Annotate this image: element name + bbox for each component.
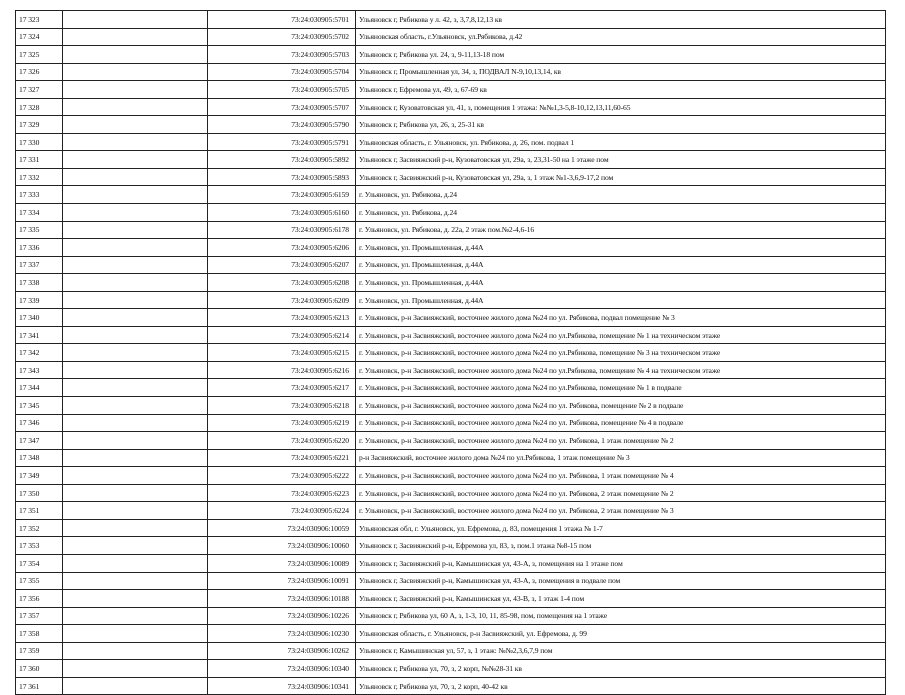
cadastral-number-cell: 73:24:030905:5703 — [208, 46, 356, 64]
address-cell: Ульяновск г, Засвияжский р-н, Кузоватовская ул, 29а, з, 23,31-50 на 1 этаже пом — [356, 151, 886, 169]
row-number-cell: 17 334 — [16, 204, 63, 222]
row-number-cell: 17 335 — [16, 221, 63, 239]
empty-cell — [63, 186, 208, 204]
address-cell: Ульяновская обл, г. Ульяновск, ул. Ефремова, д. 83, помещения 1 этажа № 1-7 — [356, 519, 886, 537]
table-row — [16, 379, 886, 397]
empty-cell — [63, 63, 208, 81]
row-number-cell: 17 344 — [16, 379, 63, 397]
cadastral-number-cell: 73:24:030905:6208 — [208, 274, 356, 292]
empty-cell — [63, 414, 208, 432]
table-row — [16, 239, 886, 257]
row-number-cell: 17 330 — [16, 133, 63, 151]
cadastral-number-cell: 73:24:030906:10230 — [208, 625, 356, 643]
cadastral-number-cell: 73:24:030905:6209 — [208, 291, 356, 309]
row-number-cell: 17 356 — [16, 590, 63, 608]
cadastral-number-cell: 73:24:030906:10341 — [208, 677, 356, 695]
row-number-cell: 17 325 — [16, 46, 63, 64]
address-cell: Ульяновск г, Рябикова у л. 42, з, 3,7,8,12,13 кв — [356, 11, 886, 29]
empty-cell — [63, 239, 208, 257]
address-cell: г. Ульяновск, р-н Засвияжский, восточнее жилого дома №24 по ул.Рябикова, помещение № 1 на техническом этаже — [356, 326, 886, 344]
row-number-cell: 17 333 — [16, 186, 63, 204]
table-row — [16, 449, 886, 467]
empty-cell — [63, 344, 208, 362]
cadastral-number-cell: 73:24:030905:6217 — [208, 379, 356, 397]
address-cell: Ульяновск г, Засвияжский р-н, Ефремова ул, 83, з, пом.1 этажа №8-15 пом — [356, 537, 886, 555]
address-cell: г. Ульяновск, ул. Промышленная, д.44А — [356, 291, 886, 309]
cadastral-number-cell: 73:24:030905:6213 — [208, 309, 356, 327]
cadastral-number-cell: 73:24:030905:6215 — [208, 344, 356, 362]
row-number-cell: 17 329 — [16, 116, 63, 134]
address-cell: Ульяновская область, г.Ульяновск, ул.Рябикова, д.42 — [356, 28, 886, 46]
cadastral-number-cell: 73:24:030905:6159 — [208, 186, 356, 204]
address-cell: р-н Засвияжский, восточнее жилого дома №24 по ул.Рябикова, 1 этаж помещение № 3 — [356, 449, 886, 467]
empty-cell — [63, 642, 208, 660]
table-row — [16, 81, 886, 99]
empty-cell — [63, 572, 208, 590]
address-cell: г. Ульяновск, р-н Засвияжский, восточнее жилого дома №24 по ул.Рябикова, помещение № 4 на техническом этаже — [356, 361, 886, 379]
row-number-cell: 17 337 — [16, 256, 63, 274]
table-row — [16, 344, 886, 362]
address-cell: г. Ульяновск, р-н Засвияжский, восточнее жилого дома №24 по ул. Рябикова, 2 этаж помещение № 2 — [356, 484, 886, 502]
table-row — [16, 660, 886, 678]
empty-cell — [63, 81, 208, 99]
row-number-cell: 17 352 — [16, 519, 63, 537]
empty-cell — [63, 11, 208, 29]
table-row — [16, 537, 886, 555]
address-cell: г. Ульяновск, р-н Засвияжский, восточнее жилого дома №24 по ул. Рябикова, 1 этаж помещение № 4 — [356, 467, 886, 485]
address-cell: г. Ульяновск, р-н Засвияжский, восточнее жилого дома №24 по ул. Рябикова, 1 этаж помещение № 2 — [356, 432, 886, 450]
cadastral-number-cell: 73:24:030906:10091 — [208, 572, 356, 590]
address-cell: Ульяновск г, Рябикова ул, 26, з, 25-31 кв — [356, 116, 886, 134]
cadastral-number-cell: 73:24:030906:10340 — [208, 660, 356, 678]
empty-cell — [63, 361, 208, 379]
cadastral-number-cell: 73:24:030906:10262 — [208, 642, 356, 660]
row-number-cell: 17 354 — [16, 554, 63, 572]
empty-cell — [63, 116, 208, 134]
empty-cell — [63, 168, 208, 186]
cadastral-number-cell: 73:24:030905:6218 — [208, 397, 356, 415]
table-row — [16, 467, 886, 485]
address-cell: г. Ульяновск, р-н Засвияжский, восточнее жилого дома №24 по ул.Рябикова, помещение № 3 на техническом этаже — [356, 344, 886, 362]
table-row — [16, 326, 886, 344]
table-row — [16, 484, 886, 502]
empty-cell — [63, 133, 208, 151]
table-row — [16, 274, 886, 292]
address-cell: г. Ульяновск, р-н Засвияжский, восточнее жилого дома №24 по ул. Рябикова, подвал помещение № 3 — [356, 309, 886, 327]
empty-cell — [63, 537, 208, 555]
address-cell: Ульяновск г, Кузоватовская ул, 41, з, помещения 1 этажа: №№1,3-5,8-10,12,13,11,60-65 — [356, 98, 886, 116]
empty-cell — [63, 397, 208, 415]
row-number-cell: 17 360 — [16, 660, 63, 678]
row-number-cell: 17 348 — [16, 449, 63, 467]
empty-cell — [63, 449, 208, 467]
cadastral-number-cell: 73:24:030906:10188 — [208, 590, 356, 608]
empty-cell — [63, 28, 208, 46]
address-cell: Ульяновск г, Промышленная ул, 34, з, ПОДВАЛ N-9,10,13,14, кв — [356, 63, 886, 81]
address-cell: Ульяновск г, Засвияжский р-н, Кузоватовская ул, 29а, з, 1 этаж №1-3,6,9-17,2 пом — [356, 168, 886, 186]
cadastral-number-cell: 73:24:030905:6220 — [208, 432, 356, 450]
table-row — [16, 291, 886, 309]
address-cell: г. Ульяновск, р-н Засвияжский, восточнее жилого дома №24 по ул. Рябикова, 2 этаж помещение № 3 — [356, 502, 886, 520]
row-number-cell: 17 340 — [16, 309, 63, 327]
cadastral-number-cell: 73:24:030905:5704 — [208, 63, 356, 81]
row-number-cell: 17 361 — [16, 677, 63, 695]
table-row — [16, 63, 886, 81]
table-row — [16, 361, 886, 379]
registry-rows — [16, 11, 886, 695]
empty-cell — [63, 379, 208, 397]
cadastral-number-cell: 73:24:030905:6214 — [208, 326, 356, 344]
table-row — [16, 204, 886, 222]
table-row — [16, 572, 886, 590]
row-number-cell: 17 326 — [16, 63, 63, 81]
cadastral-number-cell: 73:24:030905:5790 — [208, 116, 356, 134]
address-cell: г. Ульяновск, ул. Рябикова, д.24 — [356, 186, 886, 204]
cadastral-number-cell: 73:24:030905:6160 — [208, 204, 356, 222]
cadastral-number-cell: 73:24:030905:6223 — [208, 484, 356, 502]
address-cell: Ульяновск г, Засвияжский р-н, Камышинская ул, 43-В, з, 1 этаж 1-4 пом — [356, 590, 886, 608]
empty-cell — [63, 309, 208, 327]
cadastral-number-cell: 73:24:030905:6219 — [208, 414, 356, 432]
address-cell: г. Ульяновск, ул. Промышленная, д.44А — [356, 239, 886, 257]
empty-cell — [63, 98, 208, 116]
empty-cell — [63, 484, 208, 502]
address-cell: г. Ульяновск, р-н Засвияжский, восточнее жилого дома №24 по ул. Рябикова, помещение № 4 в подвале — [356, 414, 886, 432]
row-number-cell: 17 355 — [16, 572, 63, 590]
row-number-cell: 17 336 — [16, 239, 63, 257]
address-cell: Ульяновск г, Ефремова ул, 49, з, 67-69 кв — [356, 81, 886, 99]
row-number-cell: 17 346 — [16, 414, 63, 432]
empty-cell — [63, 204, 208, 222]
empty-cell — [63, 467, 208, 485]
empty-cell — [63, 432, 208, 450]
table-row — [16, 98, 886, 116]
row-number-cell: 17 347 — [16, 432, 63, 450]
table-row — [16, 11, 886, 29]
cadastral-number-cell: 73:24:030906:10060 — [208, 537, 356, 555]
row-number-cell: 17 341 — [16, 326, 63, 344]
table-row — [16, 432, 886, 450]
cadastral-number-cell: 73:24:030905:5893 — [208, 168, 356, 186]
cadastral-number-cell: 73:24:030905:6216 — [208, 361, 356, 379]
table-row — [16, 46, 886, 64]
empty-cell — [63, 519, 208, 537]
cadastral-number-cell: 73:24:030905:6178 — [208, 221, 356, 239]
empty-cell — [63, 502, 208, 520]
table-row — [16, 397, 886, 415]
row-number-cell: 17 338 — [16, 274, 63, 292]
address-cell: Ульяновск г, Камышинская ул, 57, з, 1 этаж: №№2,3,6,7,9 пом — [356, 642, 886, 660]
empty-cell — [63, 660, 208, 678]
empty-cell — [63, 554, 208, 572]
address-cell: Ульяновск г, Рябикова ул. 24, з, 9-11,13-18 пом — [356, 46, 886, 64]
row-number-cell: 17 332 — [16, 168, 63, 186]
empty-cell — [63, 326, 208, 344]
table-row — [16, 519, 886, 537]
empty-cell — [63, 607, 208, 625]
table-row — [16, 309, 886, 327]
row-number-cell: 17 324 — [16, 28, 63, 46]
cadastral-number-cell: 73:24:030905:6222 — [208, 467, 356, 485]
table-row — [16, 151, 886, 169]
table-row — [16, 502, 886, 520]
empty-cell — [63, 151, 208, 169]
row-number-cell: 17 331 — [16, 151, 63, 169]
table-row — [16, 554, 886, 572]
empty-cell — [63, 274, 208, 292]
table-row — [16, 116, 886, 134]
table-row — [16, 168, 886, 186]
address-cell: Ульяновск г, Рябикова ул, 70, з, 2 корп, 40-42 кв — [356, 677, 886, 695]
table-row — [16, 133, 886, 151]
address-cell: г. Ульяновск, р-н Засвияжский, восточнее жилого дома №24 по ул.Рябикова, помещение № 1 в подвале — [356, 379, 886, 397]
address-cell: Ульяновск г, Рябикова ул, 60 А, з, 1-3, 10, 11, 85-98, пом, помещения на 1 этаже — [356, 607, 886, 625]
row-number-cell: 17 351 — [16, 502, 63, 520]
address-cell: г. Ульяновск, р-н Засвияжский, восточнее жилого дома №24 по ул. Рябикова, помещение № 2 в подвале — [356, 397, 886, 415]
address-cell: Ульяновск г, Засвияжский р-н, Камышинская ул, 43-А, з, помещения на 1 этаже пом — [356, 554, 886, 572]
table-row — [16, 677, 886, 695]
cadastral-number-cell: 73:24:030905:6221 — [208, 449, 356, 467]
registry-table — [15, 10, 886, 695]
address-cell: Ульяновская область, г. Ульяновск, р-н Засвияжский, ул. Ефремова, д. 99 — [356, 625, 886, 643]
row-number-cell: 17 353 — [16, 537, 63, 555]
cadastral-number-cell: 73:24:030905:5702 — [208, 28, 356, 46]
empty-cell — [63, 46, 208, 64]
cadastral-number-cell: 73:24:030905:5705 — [208, 81, 356, 99]
table-row — [16, 186, 886, 204]
cadastral-number-cell: 73:24:030905:5707 — [208, 98, 356, 116]
row-number-cell: 17 357 — [16, 607, 63, 625]
empty-cell — [63, 256, 208, 274]
cadastral-number-cell: 73:24:030905:5791 — [208, 133, 356, 151]
table-row — [16, 590, 886, 608]
row-number-cell: 17 345 — [16, 397, 63, 415]
table-row — [16, 256, 886, 274]
address-cell: г. Ульяновск, ул. Промышленная, д.44А — [356, 274, 886, 292]
row-number-cell: 17 343 — [16, 361, 63, 379]
row-number-cell: 17 328 — [16, 98, 63, 116]
row-number-cell: 17 327 — [16, 81, 63, 99]
row-number-cell: 17 339 — [16, 291, 63, 309]
cadastral-number-cell: 73:24:030905:5701 — [208, 11, 356, 29]
cadastral-number-cell: 73:24:030906:10059 — [208, 519, 356, 537]
address-cell: Ульяновская область, г. Ульяновск, ул. Рябикова, д. 26, пом. подвал 1 — [356, 133, 886, 151]
cadastral-number-cell: 73:24:030905:5892 — [208, 151, 356, 169]
address-cell: Ульяновск г, Рябикова ул, 70, з, 2 корп, №№28-31 кв — [356, 660, 886, 678]
row-number-cell: 17 342 — [16, 344, 63, 362]
row-number-cell: 17 358 — [16, 625, 63, 643]
table-row — [16, 414, 886, 432]
address-cell: г. Ульяновск, ул. Промышленная, д.44А — [356, 256, 886, 274]
cadastral-number-cell: 73:24:030905:6224 — [208, 502, 356, 520]
row-number-cell: 17 349 — [16, 467, 63, 485]
table-row — [16, 28, 886, 46]
row-number-cell: 17 323 — [16, 11, 63, 29]
address-cell: г. Ульяновск, ул. Рябикова, д.24 — [356, 204, 886, 222]
empty-cell — [63, 221, 208, 239]
table-row — [16, 607, 886, 625]
empty-cell — [63, 291, 208, 309]
table-row — [16, 642, 886, 660]
address-cell: г. Ульяновск, ул. Рябикова, д. 22а, 2 этаж пом.№2-4,6-16 — [356, 221, 886, 239]
empty-cell — [63, 677, 208, 695]
address-cell: Ульяновск г, Засвияжский р-н, Камышинская ул, 43-А, з, помещения в подвале пом — [356, 572, 886, 590]
cadastral-number-cell: 73:24:030905:6206 — [208, 239, 356, 257]
row-number-cell: 17 350 — [16, 484, 63, 502]
row-number-cell: 17 359 — [16, 642, 63, 660]
cadastral-number-cell: 73:24:030906:10226 — [208, 607, 356, 625]
cadastral-number-cell: 73:24:030905:6207 — [208, 256, 356, 274]
empty-cell — [63, 590, 208, 608]
table-row — [16, 221, 886, 239]
cadastral-number-cell: 73:24:030906:10089 — [208, 554, 356, 572]
